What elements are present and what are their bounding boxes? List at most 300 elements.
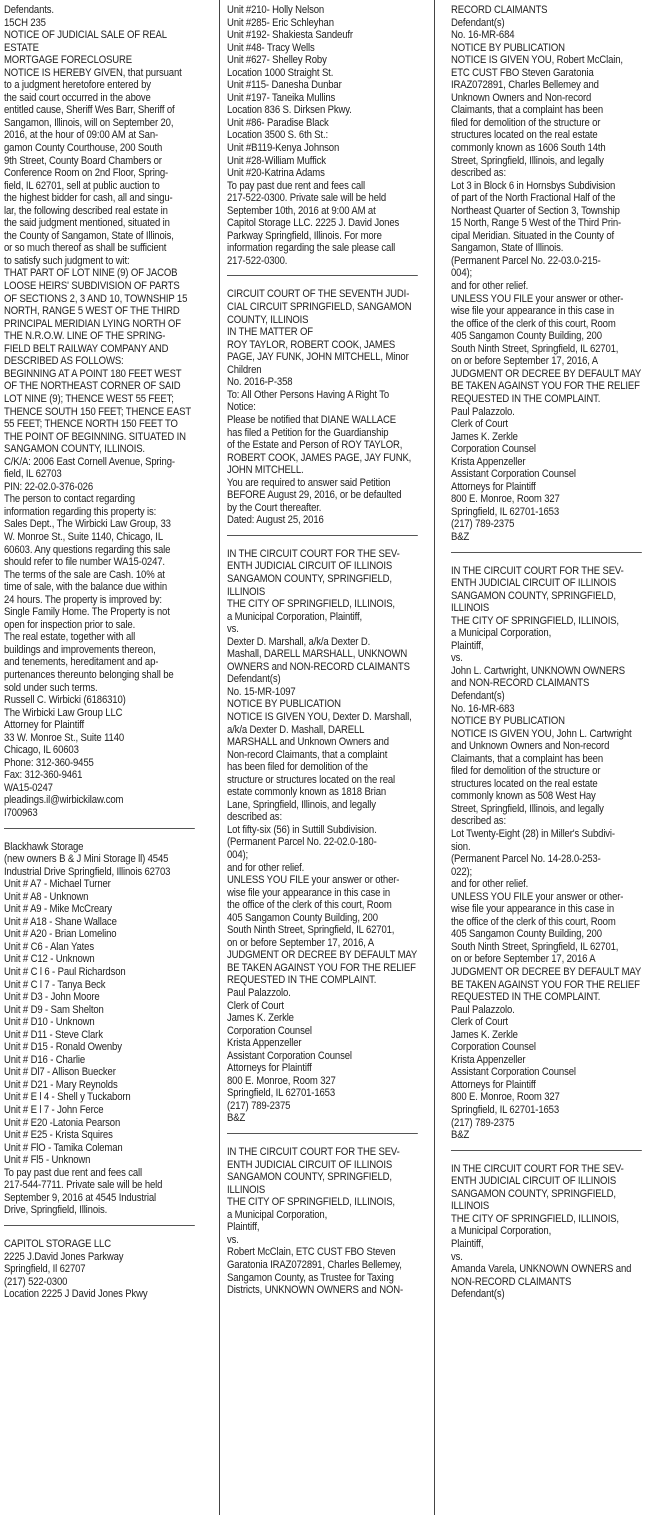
notice-line: I700963 — [4, 807, 38, 819]
notice-line: MORTGAGE FORECLOSURE — [4, 54, 132, 67]
notice-line: Unit #B119-Kenya Johnson — [227, 142, 340, 155]
notice-line: 55 FEET; THENCE NORTH 150 FEET TO — [4, 418, 178, 431]
notice-line: a Municipal Corporation, — [227, 1208, 328, 1221]
notice-line: vs. — [227, 1233, 239, 1246]
notice-line: Corporation Counsel — [451, 443, 536, 456]
notice-line: PIN: 22-02.0-376-026 — [4, 480, 94, 493]
notice-line: Sangamon County, as Trustee for Taxing — [227, 1271, 394, 1284]
notice-line: CAPITOL STORAGE LLC — [4, 1237, 111, 1250]
notice-line: described as: — [227, 811, 282, 824]
notice-line: OWNERS and NON-RECORD CLAIMANTS — [227, 660, 410, 673]
notice-line: Dated: August 25, 2016 — [227, 514, 324, 527]
notice-line: NOTICE BY PUBLICATION — [451, 41, 565, 54]
legal-notice — [227, 548, 425, 1125]
notice-line: Unit # C l 7 - Tanya Beck — [4, 978, 106, 991]
notice-line: Paul Palazzolo. — [227, 987, 291, 1000]
notice-line: No. 15-MR-1097 — [227, 685, 296, 698]
notice-line: Children — [227, 363, 262, 376]
notice-line: and tenements, hereditament and ap- — [4, 656, 159, 669]
notice-line: September 9, 2016 at 4545 Industrial — [4, 1191, 157, 1204]
notice-line: Unit # A7 - Michael Turner — [4, 878, 111, 891]
notice-line: SANGAMON COUNTY, SPRINGFIELD, — [451, 589, 616, 602]
notice-separator — [451, 552, 642, 553]
notice-line: IN THE CIRCUIT COURT FOR THE SEV- — [451, 564, 624, 577]
notice-line: ETC CUST FBO Steven Garatonia — [451, 66, 594, 79]
notice-line: UNLESS YOU FILE your answer or other- — [451, 292, 624, 305]
notice-line: Lane, Springfield, Illinois, and legally — [227, 798, 376, 811]
notice-line: Districts, UNKNOWN OWNERS and NON- — [227, 1284, 404, 1297]
notice-line: BE TAKEN AGAINST YOU FOR THE RELIEF — [451, 380, 640, 393]
legal-notice — [227, 288, 425, 526]
notice-line: John L. Cartwright, UNKNOWN OWNERS — [451, 664, 625, 677]
notice-line: ILLINOIS — [451, 1200, 490, 1213]
notice-line: Phone: 312-360-9455 — [4, 756, 94, 769]
notice-line: OF THE NORTHEAST CORNER OF SAID — [4, 380, 181, 393]
notice-line: JUDGMENT OR DECREE BY DEFAULT MAY — [451, 966, 642, 979]
notice-line: 022); — [451, 865, 473, 878]
notice-line: Parkway Springfield, Illinois. For more — [227, 229, 382, 242]
notice-line: Assistant Corporation Counsel — [451, 1066, 576, 1079]
notice-line: 217-522-0300. Private sale will be held — [227, 192, 387, 205]
notice-line: the said court occurred in the above — [4, 91, 151, 104]
notice-line: Location 1000 Straight St. — [227, 66, 334, 79]
notice-line: time of sale, with the balance due within — [4, 581, 168, 594]
notice-line: on or before September 17, 2016, A — [451, 355, 599, 368]
legal-notice — [227, 1146, 425, 1297]
notice-line: (217) 789-2375 — [227, 1099, 291, 1112]
notice-line: Unit # A18 - Shane Wallace — [4, 915, 117, 928]
notice-line: 2016, at the hour of 09:00 AM at San- — [4, 129, 159, 142]
notice-line: BE TAKEN AGAINST YOU FOR THE RELIEF — [227, 961, 416, 974]
notice-line: Unit # Fl5 - Unknown — [4, 1154, 91, 1167]
notice-line: ROY TAYLOR, ROBERT COOK, JAMES — [227, 338, 396, 351]
notice-line: Notice: — [227, 401, 256, 414]
notice-line: Attorneys for Plaintiff — [227, 1062, 312, 1075]
notice-line: field, IL 62703 — [4, 468, 62, 481]
notice-line: BE TAKEN AGAINST YOU FOR THE RELIEF — [451, 978, 640, 991]
notice-separator — [227, 535, 418, 536]
notice-line: on or before September 17, 2016, A — [227, 936, 375, 949]
notice-line: PRINCIPAL MERIDIAN LYING NORTH OF — [4, 317, 181, 330]
notice-line: RECORD CLAIMANTS — [451, 4, 548, 16]
notice-line: Plaintiff, — [451, 639, 484, 652]
notice-line: JOHN MITCHELL. — [227, 464, 304, 477]
notice-line: Unit #86- Paradise Black — [227, 116, 329, 129]
notice-line: ENTH JUDICIAL CIRCUIT OF ILLINOIS — [451, 1175, 617, 1188]
notice-line: Springfield, IL 62701-1653 — [451, 505, 559, 518]
notice-line: JUDGMENT OR DECREE BY DEFAULT MAY — [451, 367, 642, 380]
notice-line: COUNTY, ILLINOIS — [227, 313, 309, 326]
notice-line: (217) 789-2375 — [451, 1116, 515, 1129]
notice-line: Defendant(s) — [451, 1288, 505, 1301]
notice-line: REQUESTED IN THE COMPLAINT. — [451, 392, 601, 405]
notice-line: Unit # A8 - Unknown — [4, 890, 89, 903]
notice-line: should refer to file number WA15-0247. — [4, 556, 165, 569]
notice-line: Garatonia IRAZ072891, Charles Bellemey, — [227, 1258, 402, 1271]
notice-line: (Permanent Parcel No. 14-28.0-253- — [451, 853, 601, 866]
notice-line: THAT PART OF LOT NINE (9) OF JACOB — [4, 267, 178, 280]
notice-line: Industrial Drive Springfield, Illinois 62703 — [4, 865, 171, 878]
notice-line: buildings and improvements thereon, — [4, 643, 156, 656]
notice-line: Unit # A20 - Brian Lomelino — [4, 928, 117, 941]
notice-line: South Ninth Street, Springfield, IL 62701, — [227, 924, 395, 937]
notice-line: Amanda Varela, UNKNOWN OWNERS and — [451, 1263, 632, 1276]
notice-line: 800 E. Monroe, Room 327 — [227, 1074, 336, 1087]
notice-line: THE CITY OF SPRINGFIELD, ILLINOIS, — [451, 614, 619, 627]
notice-line: Location 3500 S. 6th St.: — [227, 129, 329, 142]
notice-line: NOTICE IS GIVEN YOU, Robert McClain, — [451, 54, 623, 67]
notice-line: UNLESS YOU FILE your answer or other- — [227, 874, 400, 887]
notice-separator — [4, 1225, 195, 1226]
notice-line: You are required to answer said Petition — [227, 476, 391, 489]
column-divider — [219, 0, 220, 1515]
notice-line: Unit # E20 -Latonia Pearson — [4, 1116, 121, 1129]
notice-line: Clerk of Court — [227, 999, 284, 1012]
notice-line: Robert McClain, ETC CUST FBO Steven — [227, 1246, 396, 1259]
notice-line: Drive, Springfield, Illinois. — [4, 1204, 108, 1217]
notice-line: SANGAMON COUNTY, SPRINGFIELD, — [227, 1171, 392, 1184]
notice-line: Unit # E l 7 - John Ferce — [4, 1104, 104, 1117]
notice-line: Springfield, Il 62707 — [4, 1263, 86, 1276]
notice-line: 405 Sangamon County Building, 200 — [451, 928, 602, 941]
notice-line: the County of Sangamon, State of Illinois, — [4, 229, 174, 242]
notice-line: Unit # D16 - Charlie — [4, 1053, 86, 1066]
legal-notice — [4, 841, 202, 1217]
notice-line: Sangamon, State of Illinois. — [451, 242, 564, 255]
notice-line: Claimants, that a complaint has been — [451, 104, 604, 117]
column-2 — [227, 4, 425, 1297]
notice-line: Northeast Quarter of Section 3, Township — [451, 204, 620, 217]
notice-line: Unit # E25 - Krista Squires — [4, 1129, 113, 1142]
notice-line: C/K/A: 2006 East Cornell Avenue, Spring- — [4, 455, 175, 468]
notice-separator — [227, 275, 418, 276]
notice-line: a/k/a Dexter D. Mashall, DARELL — [227, 723, 365, 736]
notice-line: ENTH JUDICIAL CIRCUIT OF ILLINOIS — [451, 577, 617, 590]
notice-line: gamon County Courthouse, 200 South — [4, 142, 163, 155]
notice-line: No. 16-MR-683 — [451, 702, 515, 715]
notice-line: To pay past due rent and fees call — [227, 179, 365, 192]
notice-line: filed for demolition of the structure or — [451, 765, 601, 778]
notice-line: Unit # D21 - Mary Reynolds — [4, 1078, 118, 1091]
notice-line: No. 2016-P-358 — [227, 376, 293, 389]
notice-line: REQUESTED IN THE COMPLAINT. — [227, 974, 377, 987]
notice-line: Corporation Counsel — [227, 1024, 312, 1037]
notice-line: Plaintiff, — [227, 1221, 260, 1234]
notice-line: Unit # C6 - Alan Yates — [4, 940, 94, 953]
notice-line: IN THE CIRCUIT COURT FOR THE SEV- — [227, 547, 400, 560]
notice-line: ILLINOIS — [227, 585, 266, 598]
column-1 — [4, 4, 202, 1301]
notice-line: Unknown Owners and Non-record — [451, 91, 592, 104]
notice-line: CIRCUIT COURT OF THE SEVENTH JUDI- — [227, 288, 410, 301]
notice-line: 24 hours. The property is improved by: — [4, 593, 162, 606]
notice-line: NOTICE BY PUBLICATION — [227, 698, 341, 711]
notice-line: Attorneys for Plaintiff — [451, 480, 536, 493]
notice-line: B&Z — [227, 1112, 246, 1125]
notice-line: September 10th, 2016 at 9:00 AM at — [227, 204, 376, 217]
notice-line: the office of the clerk of this court, Room — [227, 899, 392, 912]
notice-line: The person to contact regarding — [4, 493, 135, 506]
notice-line: FIELD BELT RAILWAY COMPANY AND — [4, 342, 169, 355]
notice-line: 2225 J.David Jones Parkway — [4, 1250, 124, 1263]
notice-line: Springfield, IL 62701-1653 — [227, 1087, 335, 1100]
notice-line: (new owners B & J Mini Storage ll) 4545 — [4, 853, 169, 866]
notice-line: Plaintiff, — [451, 1237, 484, 1250]
notice-line: ILLINOIS — [451, 602, 490, 615]
notice-line: IRAZ072891, Charles Bellemey and — [451, 79, 599, 92]
notice-line: IN THE CIRCUIT COURT FOR THE SEV- — [227, 1146, 400, 1159]
column-3 — [451, 4, 649, 1301]
notice-line: commonly known as 508 West Hay — [451, 790, 596, 803]
notice-line: OF SECTIONS 2, 3 AND 10, TOWNSHIP 15 — [4, 292, 188, 305]
notice-line: Conference Room on 2nd Floor, Spring- — [4, 167, 169, 180]
notice-line: entitled cause, Sheriff Wes Barr, Sheriff of — [4, 104, 175, 117]
notice-line: Krista Appenzeller — [451, 455, 526, 468]
notice-line: field, IL 62701, sell at public auction to — [4, 179, 160, 192]
notice-line: the office of the clerk of this court, Room — [451, 915, 616, 928]
notice-line: Lot fifty-six (56) in Suttill Subdivision. — [227, 823, 377, 836]
notice-line: Location 836 S. Dirksen Pkwy. — [227, 104, 352, 117]
notice-line: Krista Appenzeller — [451, 1053, 526, 1066]
notice-line: (217) 522-0300 — [4, 1275, 68, 1288]
notice-line: Sangamon, Illinois, will on September 20, — [4, 116, 174, 129]
notice-line: the said judgment mentioned, situated in — [4, 217, 170, 230]
notice-line: Sales Dept., The Wirbicki Law Group, 33 — [4, 518, 171, 531]
notice-line: to a judgment heretofore entered by — [4, 79, 151, 92]
notice-line: Dexter D. Marshall, a/k/a Dexter D. — [227, 635, 371, 648]
notice-line: To: All Other Persons Having A Right To — [227, 388, 390, 401]
notice-line: ENTH JUDICIAL CIRCUIT OF ILLINOIS — [227, 1158, 393, 1171]
notice-line: 60603. Any questions regarding this sale — [4, 543, 171, 556]
notice-line: structure or structures located on the real — [227, 773, 396, 786]
notice-line: 405 Sangamon County Building, 200 — [227, 911, 378, 924]
notice-line: NOTICE IS HEREBY GIVEN, that pursuant — [4, 66, 182, 79]
notice-line: Assistant Corporation Counsel — [451, 468, 576, 481]
notice-line: Chicago, IL 60603 — [4, 744, 79, 757]
notice-line: Clerk of Court — [451, 1016, 508, 1029]
notice-line: Mashall, DARELL MARSHALL, UNKNOWN — [227, 648, 408, 661]
notice-line: cipal Meridian. Situated in the County of — [451, 229, 615, 242]
notice-line: REQUESTED IN THE COMPLAINT. — [451, 991, 601, 1004]
notice-line: Defendant(s) — [451, 689, 505, 702]
notice-line: wise file your appearance in this case in — [451, 305, 614, 318]
notice-line: Lot 3 in Block 6 in Hornsbys Subdivision — [451, 179, 616, 192]
notice-line: No. 16-MR-684 — [451, 29, 515, 42]
notice-line: NOTICE BY PUBLICATION — [451, 715, 565, 728]
notice-line: Single Family Home. The Property is not — [4, 606, 170, 619]
notice-line: NOTICE IS GIVEN YOU, Dexter D. Marshall, — [227, 710, 412, 723]
notice-line: Unit # D11 - Steve Clark — [4, 1028, 103, 1041]
notice-line: James K. Zerkle — [227, 1012, 294, 1025]
notice-line: 15CH 235 — [4, 16, 46, 29]
notice-line: B&Z — [451, 1129, 470, 1142]
column-divider — [434, 0, 435, 1515]
notice-line: 15 North, Range 5 West of the Third Prin- — [451, 217, 622, 230]
notice-line: 217-522-0300. — [227, 254, 288, 267]
notice-line: Non-record Claimants, that a complaint — [227, 748, 388, 761]
notice-line: Unit #210- Holly Nelson — [227, 4, 325, 16]
notice-line: a Municipal Corporation, — [451, 627, 552, 640]
notice-line: B&Z — [451, 530, 470, 543]
notice-line: structures located on the real estate — [451, 129, 598, 142]
notice-line: Unit # C12 - Unknown — [4, 953, 95, 966]
notice-line: purtenances thereunto belonging shall be — [4, 668, 174, 681]
notice-line: 800 E. Monroe, Room 327 — [451, 493, 560, 506]
notice-line: described as: — [451, 167, 506, 180]
notice-line: and for other relief. — [451, 280, 529, 293]
notice-line: pleadings.il@wirbickilaw.com — [4, 794, 124, 807]
notice-line: Krista Appenzeller — [227, 1037, 302, 1050]
notice-line: 800 E. Monroe, Room 327 — [451, 1091, 560, 1104]
notice-line: IN THE MATTER OF — [227, 326, 313, 339]
notice-line: a Municipal Corporation, — [451, 1225, 552, 1238]
notice-line: IN THE CIRCUIT COURT FOR THE SEV- — [451, 1162, 624, 1175]
notice-line: ESTATE — [4, 41, 39, 54]
notice-line: Defendants. — [4, 4, 54, 16]
notice-line: 405 Sangamon County Building, 200 — [451, 330, 602, 343]
notice-line: 004); — [227, 849, 249, 861]
notice-line: Attorney for Plaintiff — [4, 719, 85, 732]
notice-line: THE CITY OF SPRINGFIELD, ILLINOIS, — [227, 1196, 395, 1209]
notice-line: of part of the North Fractional Half of the — [451, 192, 616, 205]
notice-line: on or before September 17, 2016 A — [451, 953, 596, 966]
notice-line: JUDGMENT OR DECREE BY DEFAULT MAY — [227, 949, 418, 962]
notice-line: has filed a Petition for the Guardianship — [227, 426, 389, 439]
notice-line: The Wirbicki Law Group LLC — [4, 706, 123, 719]
notice-line: wise file your appearance in this case in — [227, 886, 390, 899]
notice-line: Unit # D9 - Sam Shelton — [4, 1003, 104, 1016]
notice-line: to satisfy such judgment to wit: — [4, 254, 130, 267]
notice-line: 004); — [451, 267, 473, 280]
notice-line: Paul Palazzolo. — [451, 1003, 515, 1016]
notice-line: MARSHALL and Unknown Owners and — [227, 736, 389, 749]
notice-line: Street, Springfield, Illinois, and legally — [451, 154, 604, 167]
notice-line: Clerk of Court — [451, 418, 508, 431]
notice-line: information regarding the sale please call — [227, 242, 396, 255]
notice-line: of the Estate and Person of ROY TAYLOR, — [227, 439, 403, 452]
notice-line: CIAL CIRCUIT SPRINGFIELD, SANGAMON — [227, 301, 412, 314]
notice-line: Blackhawk Storage — [4, 840, 84, 853]
notice-line: Claimants, that a complaint has been — [451, 752, 604, 765]
notice-line: described as: — [451, 815, 506, 828]
notice-line: LOOSE HEIRS' SUBDIVISION OF PARTS — [4, 280, 180, 293]
notice-line: Unit # A9 - Mike McCreary — [4, 903, 112, 916]
notice-line: ENTH JUDICIAL CIRCUIT OF ILLINOIS — [227, 560, 393, 573]
notice-line: wise file your appearance in this case in — [451, 903, 614, 916]
notice-line: DESCRIBED AS FOLLOWS: — [4, 355, 124, 368]
legal-notice — [4, 1238, 202, 1301]
notice-line: WA15-0247 — [4, 781, 53, 794]
notice-line: information regarding this property is: — [4, 505, 157, 518]
notice-line: open for inspection prior to sale. — [4, 618, 136, 631]
notice-line: and for other relief. — [451, 878, 529, 891]
notice-line: Unit # C l 6 - Paul Richardson — [4, 966, 126, 979]
notice-line: has been filed for demolition of the — [227, 761, 368, 774]
notice-line: W. Monroe St., Suite 1140, Chicago, IL — [4, 530, 163, 543]
notice-line: Corporation Counsel — [451, 1041, 536, 1054]
notice-line: estate commonly known as 1818 Brian — [227, 786, 387, 799]
notice-line: Lot Twenty-Eight (28) in Miller's Subdivi- — [451, 828, 615, 840]
legal-notice — [451, 565, 649, 1142]
notice-line: Defendant(s) — [227, 673, 281, 686]
legal-notice — [451, 4, 649, 544]
notice-line: BEGINNING AT A POINT 180 FEET WEST — [4, 367, 182, 380]
notice-line: Defendant(s) — [451, 16, 505, 29]
notice-line: SANGAMON COUNTY, ILLINOIS. — [4, 443, 145, 456]
notice-line: NON-RECORD CLAIMANTS — [451, 1275, 572, 1288]
notice-separator — [4, 828, 195, 829]
notice-line: Unit #192- Shakiesta Sandeufr — [227, 29, 353, 42]
notice-line: SANGAMON COUNTY, SPRINGFIELD, — [227, 572, 392, 585]
notice-line: NORTH, RANGE 5 WEST OF THE THIRD — [4, 305, 180, 318]
notice-line: Unit #28-William Muffick — [227, 154, 326, 167]
notice-line: The real estate, together with all — [4, 631, 136, 644]
notice-line: Unit # FlO - Tamika Coleman — [4, 1141, 123, 1154]
notice-line: 33 W. Monroe St., Suite 1140 — [4, 731, 125, 744]
notice-line: sion. — [451, 840, 471, 853]
notice-line: Springfield, IL 62701-1653 — [451, 1104, 559, 1117]
notice-line: Attorneys for Plaintiff — [451, 1078, 536, 1091]
notice-line: ILLINOIS — [227, 1183, 266, 1196]
notice-line: UNLESS YOU FILE your answer or other- — [451, 890, 624, 903]
notice-line: the office of the clerk of this court, Room — [451, 317, 616, 330]
notice-line: James K. Zerkle — [451, 430, 518, 443]
notice-line: THE POINT OF BEGINNING. SITUATED IN — [4, 430, 186, 443]
notice-line: SANGAMON COUNTY, SPRINGFIELD, — [451, 1187, 616, 1200]
notice-line: Russell C. Wirbicki (6186310) — [4, 694, 126, 707]
notice-line: or so much thereof as shall be sufficient — [4, 242, 167, 255]
notice-separator — [451, 1150, 642, 1151]
legal-notice — [227, 4, 425, 267]
notice-line: ROBERT COOK, JAMES PAGE, JAY FUNK, — [227, 451, 412, 464]
notice-line: James K. Zerkle — [451, 1028, 518, 1041]
notice-line: a Municipal Corporation, Plaintiff, — [227, 610, 363, 623]
notice-line: THENCE SOUTH 150 FEET; THENCE EAST — [4, 405, 192, 418]
notice-line: Paul Palazzolo. — [451, 405, 515, 418]
notice-line: Unit # E l 4 - Shell y Tuckaborn — [4, 1091, 131, 1104]
notice-line: (Permanent Parcel No. 22-02.0-180- — [227, 836, 377, 849]
notice-line: 9th Street, County Board Chambers or — [4, 154, 162, 167]
notice-line: The terms of the sale are Cash. 10% at — [4, 568, 165, 581]
notice-line: and Unknown Owners and Non-record — [451, 740, 610, 753]
notice-line: BEFORE August 29, 2016, or be defaulted — [227, 489, 402, 502]
notice-line: THE N.R.O.W. LINE OF THE SPRING- — [4, 330, 166, 343]
notice-line: Unit # D10 - Unknown — [4, 1016, 95, 1029]
notice-line: structures located on the real estate — [451, 777, 598, 790]
notice-line: PAGE, JAY FUNK, JOHN MITCHELL, Minor — [227, 351, 409, 364]
legal-notice — [451, 1163, 649, 1301]
notice-line: To pay past due rent and fees call — [4, 1166, 142, 1179]
notice-line: Unit #48- Tracy Wells — [227, 41, 315, 54]
notice-line: vs. — [227, 623, 239, 636]
notice-line: Location 2225 J David Jones Pkwy — [4, 1288, 148, 1301]
notice-line: (217) 789-2375 — [451, 518, 515, 531]
notice-line: by the Court thereafter. — [227, 501, 322, 514]
notice-line: and NON-RECORD CLAIMANTS — [451, 677, 590, 690]
notice-line: Unit # Dl7 - Allison Buecker — [4, 1066, 116, 1079]
notice-line: Unit #20-Katrina Adams — [227, 167, 325, 180]
notice-line: Street, Springfield, Illinois, and legally — [451, 802, 604, 815]
notice-line: Assistant Corporation Counsel — [227, 1049, 352, 1062]
notice-line: vs. — [451, 1250, 463, 1263]
notice-line: THE CITY OF SPRINGFIELD, ILLINOIS, — [227, 598, 395, 611]
notice-line: Capitol Storage LLC. 2225 J. David Jones — [227, 217, 400, 230]
notice-line: LOT NINE (9); THENCE WEST 55 FEET; — [4, 392, 174, 405]
notice-line: NOTICE OF JUDICIAL SALE OF REAL — [4, 29, 167, 42]
notice-line: Unit #627- Shelley Roby — [227, 54, 327, 67]
notice-line: NOTICE IS GIVEN YOU, John L. Cartwright — [451, 727, 632, 740]
notice-line: Unit # D3 - John Moore — [4, 991, 100, 1004]
